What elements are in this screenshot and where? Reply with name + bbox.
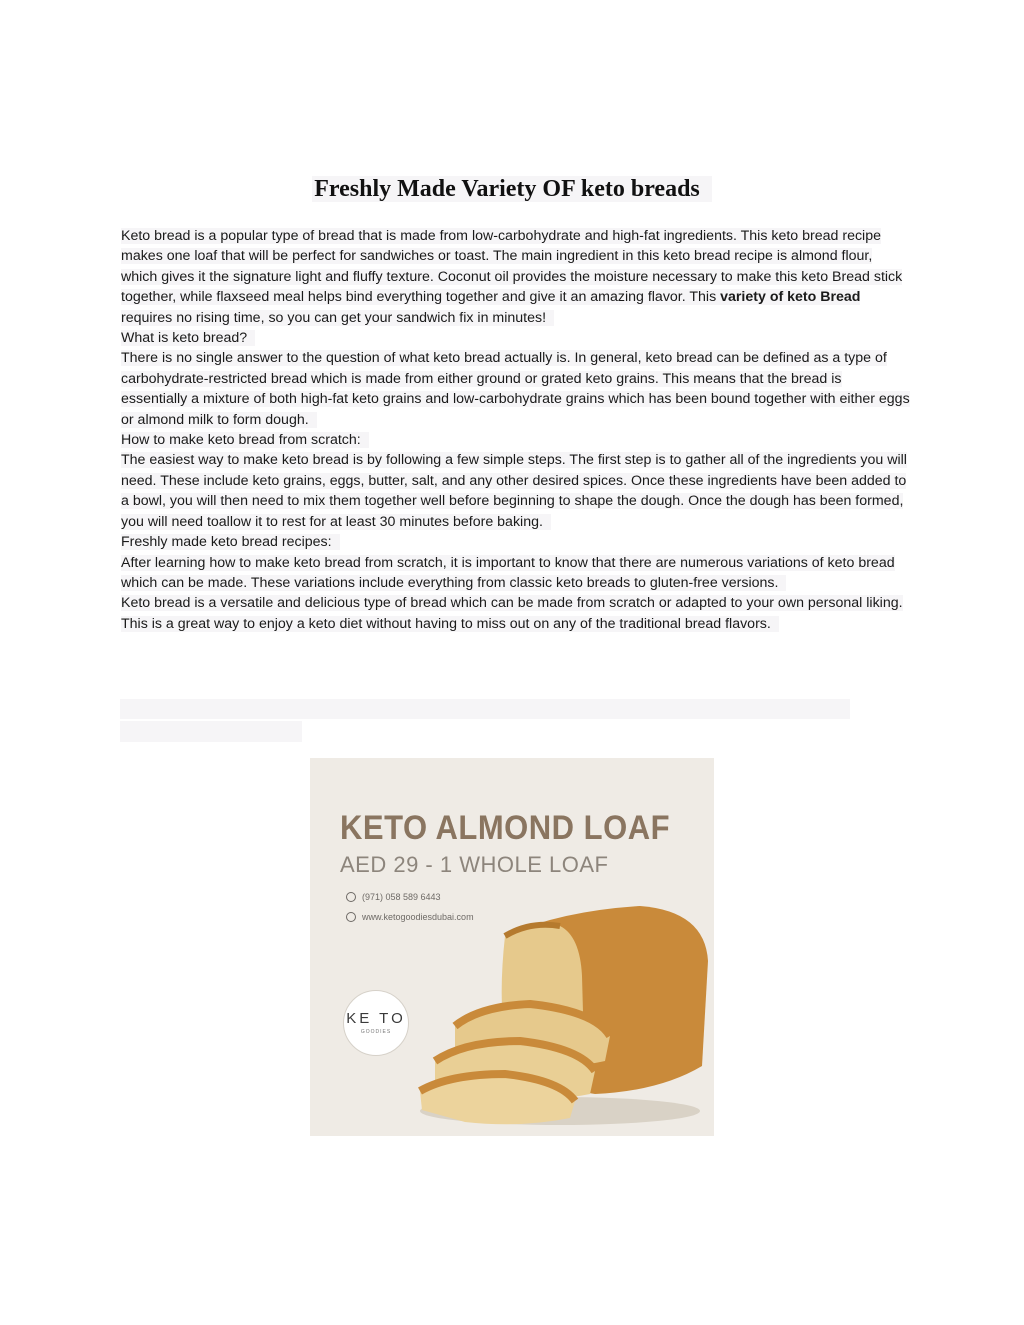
paragraph-conclusion: Keto bread is a versatile and delicious type of bread which can be made from scratch or adapted to your own personal liking. This is a great way to enjoy a keto diet without having to miss out on any of the traditional bread flavors. xyxy=(121,595,903,632)
article-body xyxy=(121,226,911,634)
product-image xyxy=(310,758,714,1136)
website-line: www.ketogoodiesdubai.com xyxy=(346,912,474,922)
subheading-how-to: How to make keto bread from scratch: xyxy=(121,430,911,450)
subheading-what-is: What is keto bread? xyxy=(121,328,911,348)
paragraph-definition: There is no single answer to the question of what keto bread actually is. In general, keto bread can be defined as a type of carbohydrate-restricted bread which is made from either ground or grated keto grains. This means that the bread is essentially a mixture of both high-fat keto grains and low-carbohydrate grains which has been bound together with either eggs or almond milk to form dough. xyxy=(121,350,910,428)
page-title: Freshly Made Variety OF keto breads xyxy=(0,172,1024,206)
paragraph-intro: Keto bread is a popular type of bread that is made from low-carbohydrate and high-fat ingredients. This keto bread recipe makes one loaf that will be perfect for sandwiches or toast. The main ingredient in this keto bread recipe is almond flour, which gives it the signature light and fluffy texture. Coconut oil provides the moisture necessary to make this keto Bread stick together, while flaxseed meal helps bind everything together and give it an amazing flavor. This variety of keto Bread requires no rising time, so you can get your sandwich fix in minutes! xyxy=(121,228,903,326)
paragraph-variations: After learning how to make keto bread from scratch, it is important to know that there are numerous variations of keto bread which can be made. These variations include everything from classic keto breads to gluten-free versions. xyxy=(121,554,895,591)
globe-icon xyxy=(346,912,356,922)
blank-highlight-line xyxy=(120,721,302,742)
bold-link-text: variety of keto Bread xyxy=(720,289,861,306)
product-heading: KETO ALMOND LOAF xyxy=(340,808,671,847)
product-price: AED 29 - 1 WHOLE LOAF xyxy=(340,852,609,877)
subheading-recipes: Freshly made keto bread recipes: xyxy=(121,532,911,552)
almond-loaf-illustration xyxy=(410,866,710,1136)
paragraph-steps: The easiest way to make keto bread is by following a few simple steps. The first step is to gather all of the ingredients you will need. These include keto grains, eggs, butter, salt, and any other desired spices. Once these ingredients have been added to a bowl, you will then need to mix them together well before beginning to shape the dough. Once the dough has been formed, you will need toallow it to rest for at least 30 minutes before baking. xyxy=(121,452,907,530)
blank-highlight-line xyxy=(120,699,850,719)
whatsapp-icon xyxy=(346,892,356,902)
brand-logo: KE TO GOODIES xyxy=(343,990,409,1056)
phone-line: (971) 058 589 6443 xyxy=(346,892,441,902)
